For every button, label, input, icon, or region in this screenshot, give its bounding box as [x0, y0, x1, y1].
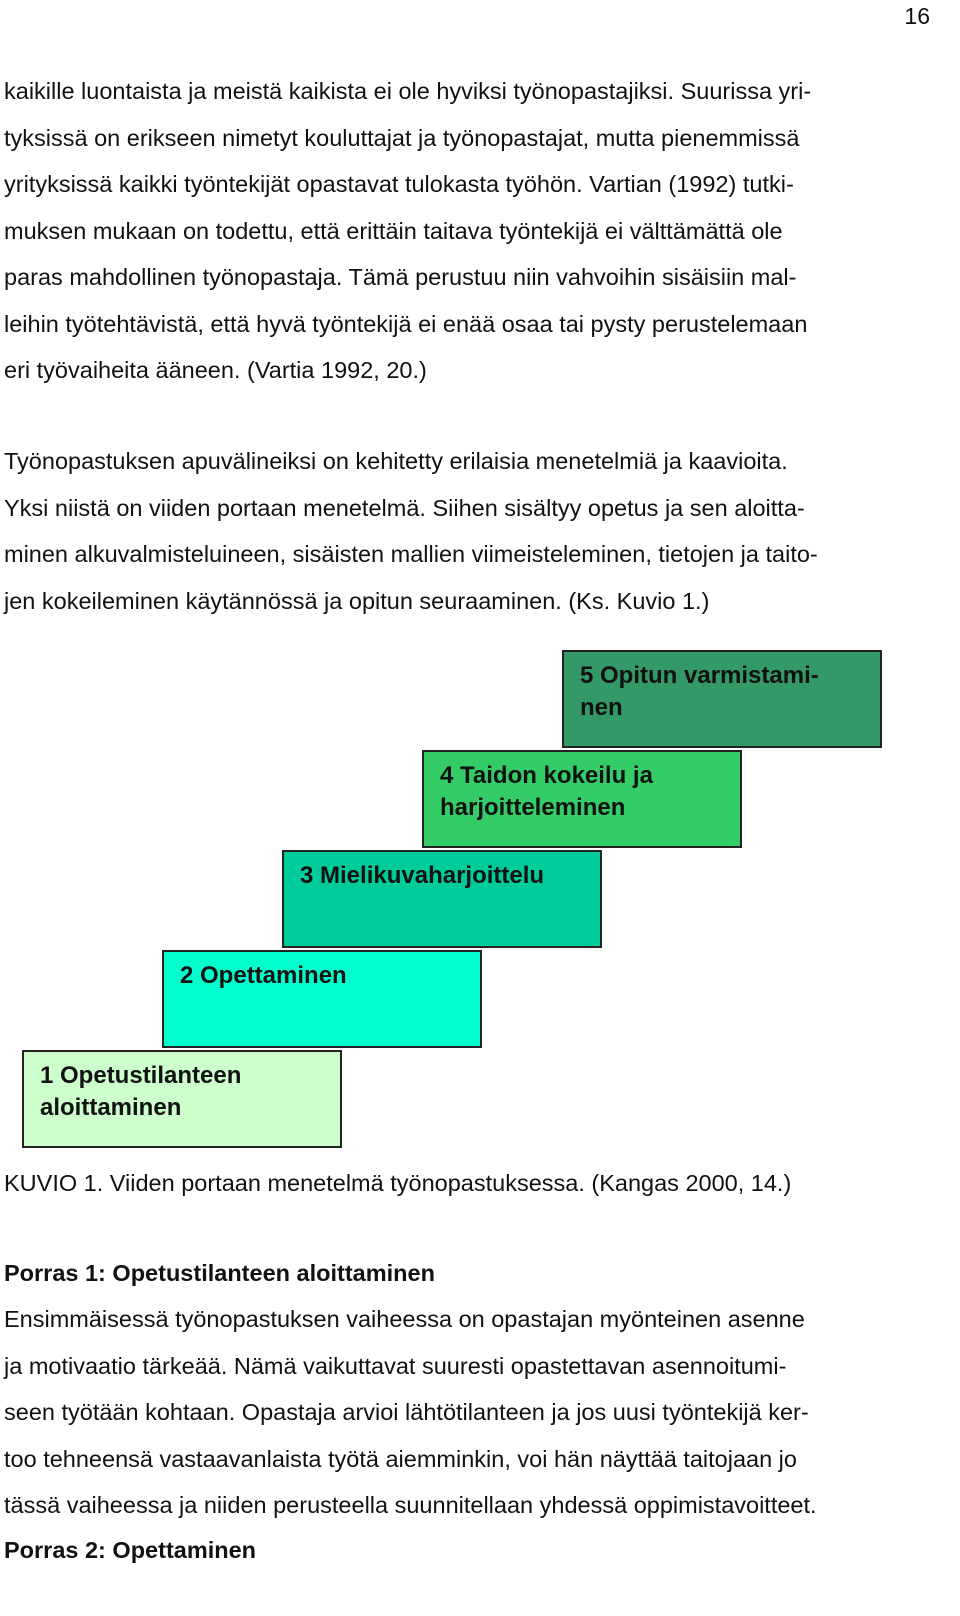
- step-label: aloittaminen: [40, 1094, 182, 1121]
- text-line: too tehneensä vastaavanlaista työtä aiemminkin, voi hän näyttää taitojaan jo: [4, 1445, 797, 1472]
- text-line: yrityksissä kaikki työntekijät opastavat tulokasta työhön. Vartian (1992) tutki-: [4, 171, 794, 197]
- text-line: Työnopastuksen apuvälineiksi on kehitetty erilaisia menetelmiä ja kaavioita.: [4, 448, 788, 474]
- text-line: minen alkuvalmisteluineen, sisäisten mallien viimeisteleminen, tietojen ja taito-: [4, 541, 818, 567]
- text-line: seen työtään kohtaan. Opastaja arvioi lähtötilanteen ja jos uusi työntekijä ker-: [4, 1399, 809, 1425]
- step-4-box: [422, 750, 742, 848]
- paragraph-step1: [4, 1296, 934, 1529]
- step-label: harjoitteleminen: [440, 794, 626, 821]
- text-line: kaikille luontaista ja meistä kaikista ei ole hyviksi työnopastajiksi. Suurissa yri-: [4, 78, 812, 104]
- step-1-box: [22, 1050, 342, 1148]
- text-line: eri työvaiheita ääneen. (Vartia 1992, 20.): [4, 357, 427, 383]
- section-heading: Porras 2: Opettaminen: [4, 1537, 257, 1563]
- text-line: Ensimmäisessä työnopastuksen vaiheessa on opastajan myönteinen asenne: [4, 1306, 805, 1332]
- step-label: 4 Taidon kokeilu ja: [440, 762, 653, 789]
- text-line: paras mahdollinen työnopastaja. Tämä perustuu niin vahvoihin sisäisiin mal-: [4, 264, 797, 290]
- paragraph-methods: [4, 438, 934, 624]
- figure-caption: KUVIO 1. Viiden portaan menetelmä työnopastuksessa. (Kangas 2000, 14.): [4, 1170, 792, 1196]
- text-line: Yksi niistä on viiden portaan menetelmä. Siihen sisältyy opetus ja sen aloitta-: [4, 494, 805, 521]
- step-label: 5 Opitun varmistami-: [580, 662, 819, 689]
- text-line: tässä vaiheessa ja niiden perusteella suunnitellaan yhdessä oppimistavoitteet.: [4, 1492, 817, 1518]
- page-number: 16: [904, 3, 930, 29]
- text-line: jen kokeileminen käytännössä ja opitun seuraaminen. (Ks. Kuvio 1.): [4, 587, 710, 614]
- text-line: leihin työtehtävistä, että hyvä työntekijä ei enää osaa tai pysty perustelemaan: [4, 310, 808, 337]
- paragraph-trainers: [4, 68, 934, 394]
- step-label: 1 Opetustilanteen: [40, 1062, 242, 1089]
- section-heading: Porras 1: Opetustilanteen aloittaminen: [4, 1260, 435, 1286]
- step-3-box: [282, 850, 602, 948]
- text-line: tyksissä on erikseen nimetyt kouluttajat ja työnopastajat, mutta pienemmissä: [4, 124, 800, 151]
- text-line: ja motivaatio tärkeää. Nämä vaikuttavat suuresti opastettavan asennoitumi-: [4, 1352, 787, 1379]
- step-label: 3 Mielikuvaharjoittelu: [300, 862, 545, 889]
- step-2-box: [162, 950, 482, 1048]
- step-label: nen: [580, 694, 623, 721]
- step-5-box: [562, 650, 882, 748]
- text-line: muksen mukaan on todettu, että erittäin taitava työntekijä ei välttämättä ole: [4, 217, 783, 244]
- step-label: 2 Opettaminen: [180, 962, 347, 989]
